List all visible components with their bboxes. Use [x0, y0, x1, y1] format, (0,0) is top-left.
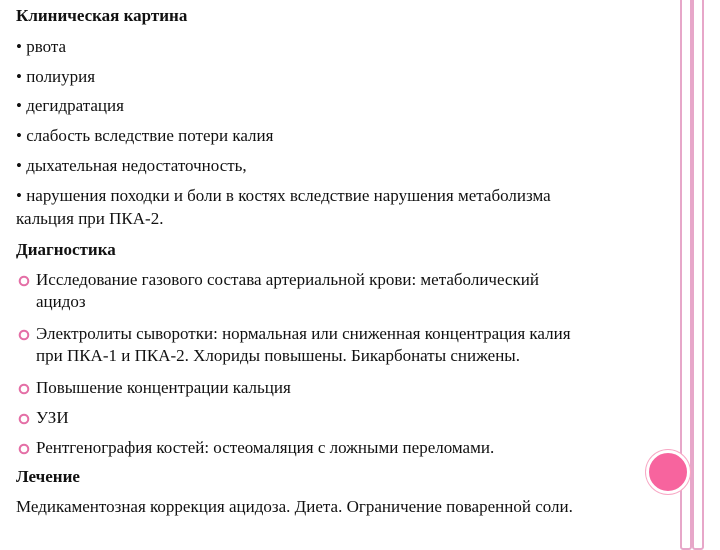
treatment-text: Медикаментозная коррекция ацидоза. Диета. Ограничение поваренной соли. [16, 497, 573, 516]
diagnostics-item-line: Рентгенография костей: остеомаляция с ложными переломами. [36, 438, 495, 457]
clinical-bullet: • дыхательная недостаточность, [16, 156, 247, 175]
diagnostics-item-line: Повышение концентрации кальция [36, 378, 291, 397]
clinical-bullet: • дегидратация [16, 96, 124, 115]
diagnostics-item-line: ацидоз [36, 292, 86, 311]
rail-right [692, 0, 704, 550]
diagnostics-item-line: Исследование газового состава артериальной крови: метаболический [36, 270, 539, 289]
diagnostics-title: Диагностика [16, 240, 116, 259]
ring-bullet-icon [18, 443, 30, 455]
clinical-bullet: • нарушения походки и боли в костях вследствие нарушения метаболизма [16, 186, 551, 205]
clinical-bullet-continuation: кальция при ПКА-2. [16, 209, 164, 228]
treatment-title: Лечение [16, 467, 80, 486]
clinical-title: Клиническая картина [16, 6, 188, 25]
diagnostics-item-line: Электролиты сыворотки: нормальная или сниженная концентрация калия [36, 324, 571, 343]
ring-bullet-icon [18, 275, 30, 287]
clinical-bullet: • слабость вследствие потери калия [16, 126, 274, 145]
ring-bullet-icon [18, 383, 30, 395]
ring-bullet-icon [18, 329, 30, 341]
diagnostics-item [36, 323, 676, 367]
diagnostics-item-line: при ПКА-1 и ПКА-2. Хлориды повышены. Бикарбонаты снижены. [36, 346, 520, 365]
clinical-bullet: • полиурия [16, 67, 96, 86]
diagnostics-item [36, 437, 676, 459]
ring-bullet-icon [18, 413, 30, 425]
diagnostics-item [36, 269, 676, 313]
diagnostics-item-line: УЗИ [36, 408, 69, 427]
diagnostics-item [36, 377, 676, 399]
diagnostics-item [36, 407, 676, 429]
clinical-bullet: • рвота [16, 37, 67, 56]
